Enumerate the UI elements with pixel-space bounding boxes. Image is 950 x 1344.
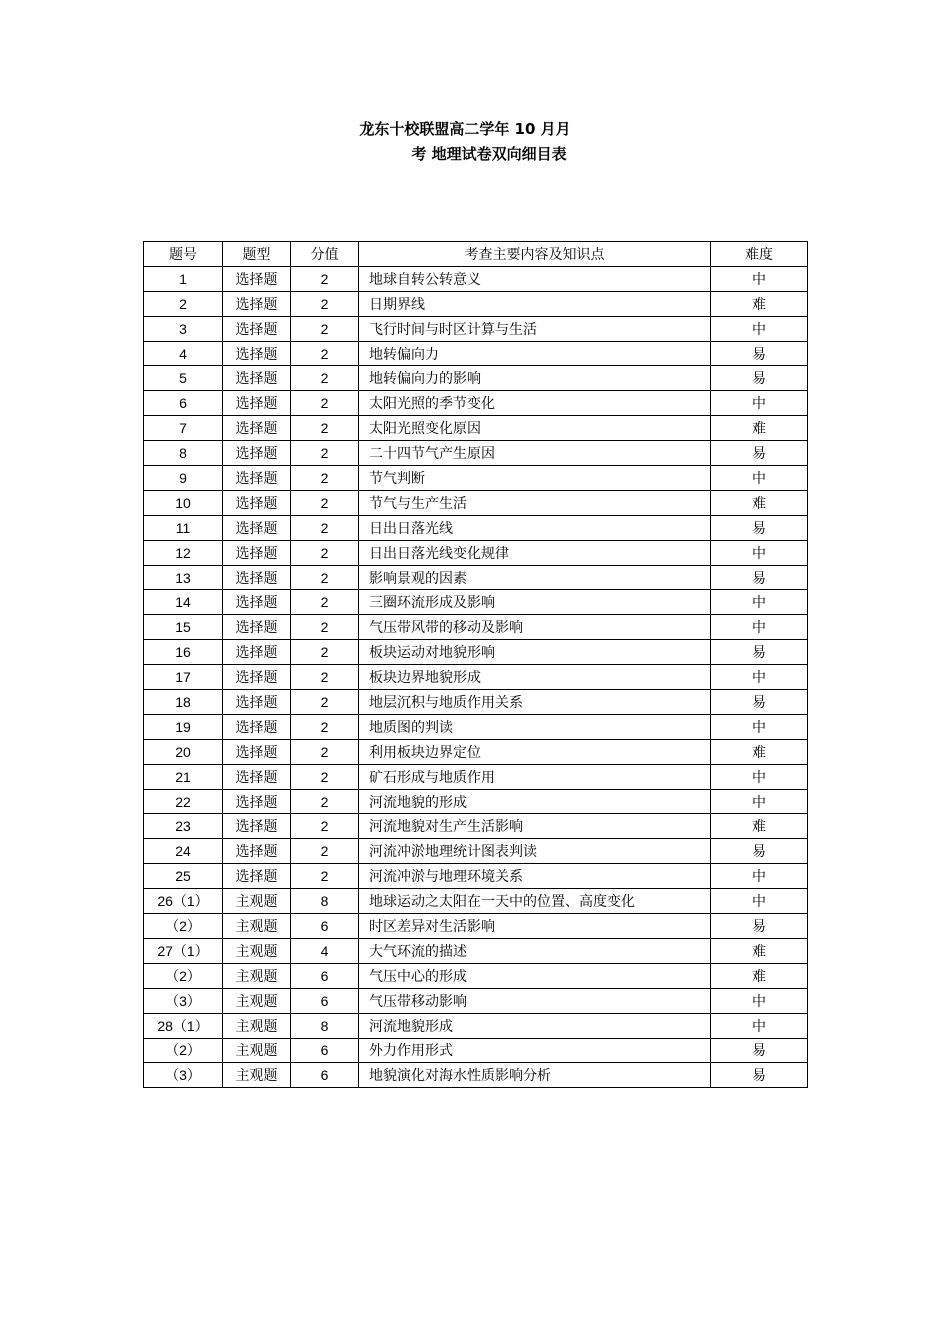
cell-question-number: 4 <box>144 341 223 366</box>
cell-content: 气压带风带的移动及影响 <box>359 615 711 640</box>
table-row <box>144 640 808 665</box>
cell-question-number: 7 <box>144 416 223 441</box>
cell-score: 2 <box>291 690 359 715</box>
cell-difficulty: 难 <box>711 814 808 839</box>
table-row <box>144 814 808 839</box>
cell-difficulty: 中 <box>711 391 808 416</box>
cell-content: 节气判断 <box>359 466 711 491</box>
header-question-type: 题型 <box>223 242 291 267</box>
cell-question-type: 主观题 <box>223 963 291 988</box>
cell-content: 地球自转公转意义 <box>359 266 711 291</box>
cell-question-number: 17 <box>144 665 223 690</box>
table-row <box>144 764 808 789</box>
cell-difficulty: 易 <box>711 1038 808 1063</box>
cell-score: 2 <box>291 515 359 540</box>
cell-score: 8 <box>291 889 359 914</box>
cell-question-type: 选择题 <box>223 665 291 690</box>
table-row <box>144 839 808 864</box>
cell-question-number: 11 <box>144 515 223 540</box>
cell-score: 2 <box>291 864 359 889</box>
cell-question-number: （2） <box>144 914 223 939</box>
cell-content: 外力作用形式 <box>359 1038 711 1063</box>
cell-score: 4 <box>291 938 359 963</box>
cell-question-number: （2） <box>144 1038 223 1063</box>
cell-content: 地球运动之太阳在一天中的位置、高度变化 <box>359 889 711 914</box>
cell-score: 2 <box>291 814 359 839</box>
cell-score: 2 <box>291 839 359 864</box>
cell-question-type: 选择题 <box>223 466 291 491</box>
cell-question-type: 选择题 <box>223 590 291 615</box>
cell-score: 2 <box>291 316 359 341</box>
cell-difficulty: 中 <box>711 714 808 739</box>
cell-score: 2 <box>291 416 359 441</box>
cell-content: 河流冲淤与地理环境关系 <box>359 864 711 889</box>
cell-score: 2 <box>291 764 359 789</box>
cell-question-number: （3） <box>144 988 223 1013</box>
cell-score: 2 <box>291 341 359 366</box>
cell-question-type: 主观题 <box>223 889 291 914</box>
cell-question-number: 5 <box>144 366 223 391</box>
cell-score: 8 <box>291 1013 359 1038</box>
cell-question-number: 19 <box>144 714 223 739</box>
cell-question-number: 22 <box>144 789 223 814</box>
cell-question-type: 选择题 <box>223 814 291 839</box>
cell-difficulty: 难 <box>711 490 808 515</box>
document-title-line2: 考 地理试卷双向细目表 <box>411 145 567 163</box>
cell-content: 河流地貌形成 <box>359 1013 711 1038</box>
cell-score: 6 <box>291 963 359 988</box>
cell-question-type: 主观题 <box>223 914 291 939</box>
cell-content: 飞行时间与时区计算与生活 <box>359 316 711 341</box>
cell-difficulty: 中 <box>711 1013 808 1038</box>
cell-question-type: 选择题 <box>223 739 291 764</box>
table-row <box>144 391 808 416</box>
cell-question-type: 主观题 <box>223 1063 291 1088</box>
table-row <box>144 665 808 690</box>
cell-difficulty: 易 <box>711 565 808 590</box>
cell-question-type: 选择题 <box>223 839 291 864</box>
cell-score: 2 <box>291 739 359 764</box>
cell-content: 三圈环流形成及影响 <box>359 590 711 615</box>
cell-difficulty: 中 <box>711 590 808 615</box>
cell-score: 2 <box>291 565 359 590</box>
cell-question-type: 选择题 <box>223 515 291 540</box>
cell-difficulty: 中 <box>711 864 808 889</box>
cell-difficulty: 易 <box>711 441 808 466</box>
cell-difficulty: 难 <box>711 416 808 441</box>
cell-question-number: 27（1） <box>144 938 223 963</box>
cell-content: 地貌演化对海水性质影响分析 <box>359 1063 711 1088</box>
cell-question-number: 13 <box>144 565 223 590</box>
table-row <box>144 714 808 739</box>
table-row <box>144 615 808 640</box>
cell-difficulty: 易 <box>711 839 808 864</box>
cell-question-number: 3 <box>144 316 223 341</box>
cell-question-number: 15 <box>144 615 223 640</box>
table-row <box>144 565 808 590</box>
cell-question-number: （2） <box>144 963 223 988</box>
cell-question-type: 主观题 <box>223 988 291 1013</box>
table-header-row <box>144 242 808 267</box>
cell-question-number: 28（1） <box>144 1013 223 1038</box>
cell-content: 大气环流的描述 <box>359 938 711 963</box>
table-row <box>144 864 808 889</box>
cell-score: 6 <box>291 1063 359 1088</box>
table-row <box>144 441 808 466</box>
cell-difficulty: 易 <box>711 341 808 366</box>
cell-question-number: 6 <box>144 391 223 416</box>
cell-question-number: 26（1） <box>144 889 223 914</box>
cell-score: 2 <box>291 640 359 665</box>
cell-content: 太阳光照的季节变化 <box>359 391 711 416</box>
cell-score: 2 <box>291 366 359 391</box>
cell-score: 6 <box>291 1038 359 1063</box>
table-row <box>144 1038 808 1063</box>
cell-question-type: 选择题 <box>223 864 291 889</box>
cell-question-number: 8 <box>144 441 223 466</box>
header-content: 考查主要内容及知识点 <box>359 242 711 267</box>
cell-score: 2 <box>291 266 359 291</box>
cell-question-type: 选择题 <box>223 266 291 291</box>
cell-question-number: 20 <box>144 739 223 764</box>
table-row <box>144 988 808 1013</box>
cell-content: 二十四节气产生原因 <box>359 441 711 466</box>
cell-question-type: 选择题 <box>223 714 291 739</box>
cell-score: 2 <box>291 540 359 565</box>
table-row <box>144 739 808 764</box>
cell-question-type: 主观题 <box>223 1013 291 1038</box>
cell-question-type: 选择题 <box>223 690 291 715</box>
cell-question-type: 选择题 <box>223 490 291 515</box>
table-row <box>144 1013 808 1038</box>
specification-table <box>143 241 808 1088</box>
cell-question-type: 选择题 <box>223 764 291 789</box>
cell-question-number: 16 <box>144 640 223 665</box>
cell-difficulty: 易 <box>711 914 808 939</box>
table-row <box>144 291 808 316</box>
cell-difficulty: 易 <box>711 366 808 391</box>
cell-difficulty: 易 <box>711 690 808 715</box>
cell-difficulty: 易 <box>711 1063 808 1088</box>
cell-question-type: 选择题 <box>223 416 291 441</box>
table-row <box>144 316 808 341</box>
cell-score: 6 <box>291 914 359 939</box>
cell-difficulty: 中 <box>711 540 808 565</box>
cell-difficulty: 中 <box>711 988 808 1013</box>
cell-difficulty: 难 <box>711 938 808 963</box>
cell-difficulty: 中 <box>711 665 808 690</box>
cell-content: 板块运动对地貌形响 <box>359 640 711 665</box>
cell-content: 矿石形成与地质作用 <box>359 764 711 789</box>
table-row <box>144 690 808 715</box>
cell-question-type: 选择题 <box>223 540 291 565</box>
cell-difficulty: 中 <box>711 764 808 789</box>
cell-question-type: 选择题 <box>223 341 291 366</box>
cell-content: 影响景观的因素 <box>359 565 711 590</box>
cell-difficulty: 难 <box>711 963 808 988</box>
cell-difficulty: 中 <box>711 316 808 341</box>
cell-question-type: 选择题 <box>223 640 291 665</box>
cell-content: 地层沉积与地质作用关系 <box>359 690 711 715</box>
cell-content: 地转偏向力 <box>359 341 711 366</box>
cell-content: 日出日落光线 <box>359 515 711 540</box>
cell-content: 河流地貌对生产生活影响 <box>359 814 711 839</box>
table-row <box>144 1063 808 1088</box>
cell-content: 日出日落光线变化规律 <box>359 540 711 565</box>
cell-question-number: 21 <box>144 764 223 789</box>
cell-question-number: （3） <box>144 1063 223 1088</box>
cell-question-number: 2 <box>144 291 223 316</box>
cell-score: 2 <box>291 490 359 515</box>
cell-difficulty: 难 <box>711 739 808 764</box>
cell-content: 河流冲淤地理统计图表判读 <box>359 839 711 864</box>
cell-question-type: 选择题 <box>223 789 291 814</box>
cell-content: 河流地貌的形成 <box>359 789 711 814</box>
header-difficulty: 难度 <box>711 242 808 267</box>
document-title-line1: 龙东十校联盟高二学年 10 月月 <box>359 120 571 138</box>
table-row <box>144 789 808 814</box>
table-row <box>144 914 808 939</box>
cell-question-type: 选择题 <box>223 441 291 466</box>
cell-content: 时区差异对生活影响 <box>359 914 711 939</box>
cell-question-number: 14 <box>144 590 223 615</box>
cell-score: 2 <box>291 714 359 739</box>
cell-question-number: 9 <box>144 466 223 491</box>
header-question-number: 题号 <box>144 242 223 267</box>
table-row <box>144 889 808 914</box>
cell-question-type: 主观题 <box>223 938 291 963</box>
cell-content: 地质图的判读 <box>359 714 711 739</box>
table-row <box>144 590 808 615</box>
table-row <box>144 490 808 515</box>
table-body <box>144 266 808 1087</box>
table-row <box>144 938 808 963</box>
cell-difficulty: 中 <box>711 889 808 914</box>
cell-score: 2 <box>291 466 359 491</box>
cell-content: 气压中心的形成 <box>359 963 711 988</box>
cell-content: 地转偏向力的影响 <box>359 366 711 391</box>
cell-difficulty: 中 <box>711 615 808 640</box>
cell-question-number: 12 <box>144 540 223 565</box>
cell-question-number: 18 <box>144 690 223 715</box>
cell-content: 太阳光照变化原因 <box>359 416 711 441</box>
cell-content: 节气与生产生活 <box>359 490 711 515</box>
table-row <box>144 416 808 441</box>
cell-score: 2 <box>291 291 359 316</box>
table-row <box>144 266 808 291</box>
cell-question-number: 25 <box>144 864 223 889</box>
cell-content: 利用板块边界定位 <box>359 739 711 764</box>
table-row <box>144 366 808 391</box>
cell-difficulty: 难 <box>711 291 808 316</box>
cell-difficulty: 易 <box>711 640 808 665</box>
cell-score: 2 <box>291 590 359 615</box>
cell-question-type: 选择题 <box>223 316 291 341</box>
cell-question-type: 选择题 <box>223 291 291 316</box>
cell-score: 2 <box>291 391 359 416</box>
cell-difficulty: 中 <box>711 266 808 291</box>
cell-score: 2 <box>291 441 359 466</box>
cell-score: 2 <box>291 615 359 640</box>
cell-difficulty: 易 <box>711 515 808 540</box>
cell-content: 日期界线 <box>359 291 711 316</box>
cell-question-number: 1 <box>144 266 223 291</box>
cell-difficulty: 中 <box>711 466 808 491</box>
cell-score: 2 <box>291 789 359 814</box>
cell-difficulty: 中 <box>711 789 808 814</box>
cell-content: 板块边界地貌形成 <box>359 665 711 690</box>
cell-question-number: 24 <box>144 839 223 864</box>
header-score: 分值 <box>291 242 359 267</box>
cell-question-type: 选择题 <box>223 391 291 416</box>
cell-question-type: 选择题 <box>223 615 291 640</box>
cell-content: 气压带移动影响 <box>359 988 711 1013</box>
cell-question-number: 23 <box>144 814 223 839</box>
cell-score: 2 <box>291 665 359 690</box>
cell-question-number: 10 <box>144 490 223 515</box>
table-row <box>144 341 808 366</box>
cell-question-type: 选择题 <box>223 366 291 391</box>
table-row <box>144 963 808 988</box>
cell-score: 6 <box>291 988 359 1013</box>
cell-question-type: 选择题 <box>223 565 291 590</box>
cell-question-type: 主观题 <box>223 1038 291 1063</box>
table-row <box>144 515 808 540</box>
table-row <box>144 540 808 565</box>
table-row <box>144 466 808 491</box>
